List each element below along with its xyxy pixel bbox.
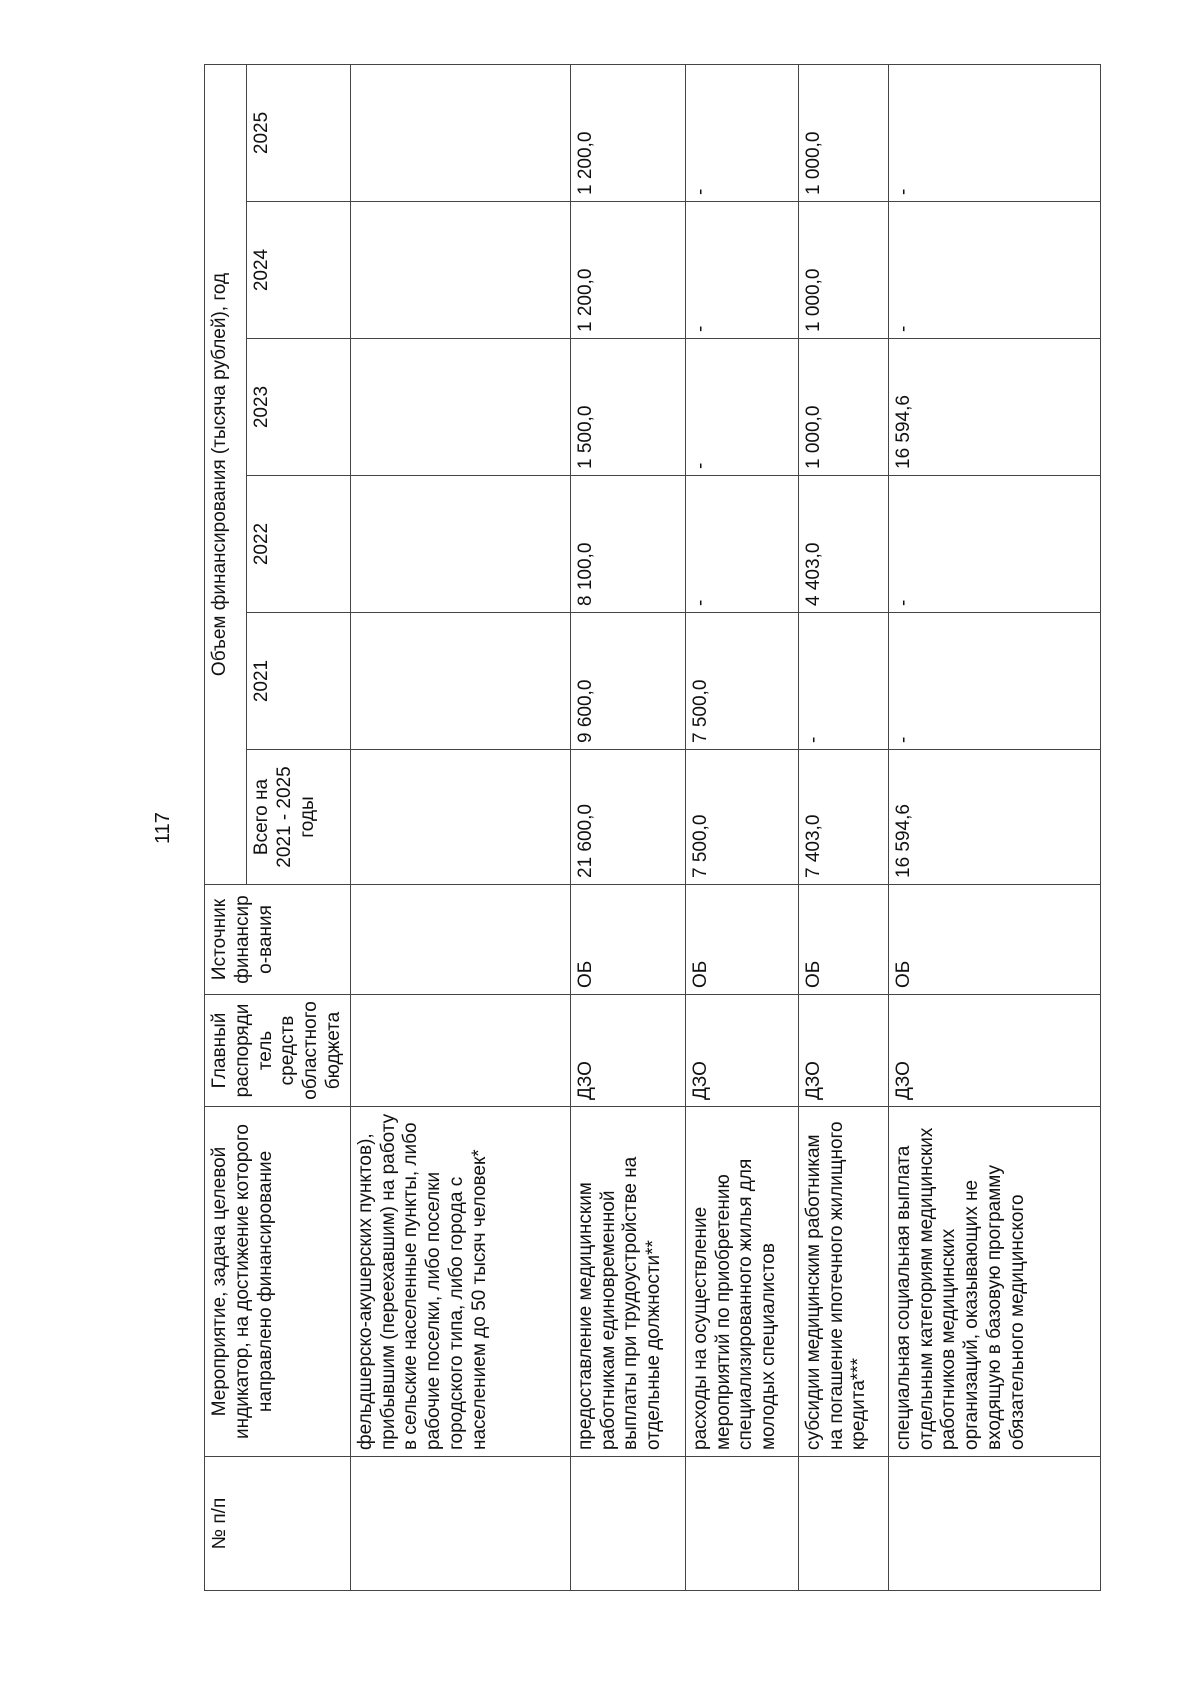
cell-value: - — [798, 613, 888, 750]
cell-manager: ДЗО — [570, 995, 685, 1107]
cell-manager — [350, 995, 570, 1107]
cell-value: - — [888, 476, 1100, 613]
cell-event: фельдшерско-акушерских пунктов), прибывшим (переехавшим) на работу в сельские населенные пункты, либо рабочие поселки, либо поселки городского типа, либо города с населением до 50 тысяч человек* — [350, 1107, 570, 1457]
cell-value: - — [888, 202, 1100, 339]
cell-manager: ДЗО — [888, 995, 1100, 1107]
cell-event: расходы на осуществление мероприятий по приобретению специализированного жилья для молодых специалистов — [685, 1107, 798, 1457]
header-year: 2024 — [247, 202, 350, 339]
header-year: 2023 — [247, 339, 350, 476]
header-source: Источник финансиро-вания — [205, 885, 351, 995]
header-manager: Главный распорядитель средств областного бюджета — [205, 995, 351, 1107]
cell-value: 4 403,0 — [798, 476, 888, 613]
page-number: 117 — [151, 812, 174, 844]
cell-value: 9 600,0 — [570, 613, 685, 750]
cell-manager: ДЗО — [685, 995, 798, 1107]
cell-total: 7 403,0 — [798, 750, 888, 885]
cell-value: - — [685, 202, 798, 339]
cell-value: - — [685, 64, 798, 201]
cell-total: 16 594,6 — [888, 750, 1100, 885]
header-year: 2021 — [247, 613, 350, 750]
cell-source: ОБ — [685, 885, 798, 995]
cell-value — [350, 202, 570, 339]
cell-value: 7 500,0 — [685, 613, 798, 750]
table-row — [888, 64, 1100, 1590]
cell-total: 7 500,0 — [685, 750, 798, 885]
table-row — [570, 64, 685, 1590]
cell-event: субсидии медицинским работникам на погашение ипотечного жилищного кредита*** — [798, 1107, 888, 1457]
funding-table-wrapper — [204, 65, 1050, 1591]
cell-value: 1 200,0 — [570, 202, 685, 339]
cell-event: предоставление медицинским работникам единовременной выплаты при трудоустройстве на отдельные должности** — [570, 1107, 685, 1457]
cell-value: - — [888, 64, 1100, 201]
funding-table — [204, 64, 1101, 1591]
header-total: Всего на 2021 - 2025 годы — [247, 750, 350, 885]
cell-source: ОБ — [570, 885, 685, 995]
cell-value: 1 000,0 — [798, 64, 888, 201]
cell-source — [350, 885, 570, 995]
header-num: № п/п — [205, 1457, 351, 1591]
cell-num — [350, 1457, 570, 1591]
cell-value: 1 200,0 — [570, 64, 685, 201]
cell-num — [798, 1457, 888, 1591]
table-row — [350, 64, 570, 1590]
cell-value: - — [685, 476, 798, 613]
cell-num — [888, 1457, 1100, 1591]
cell-value — [350, 476, 570, 613]
cell-total: 21 600,0 — [570, 750, 685, 885]
cell-event: специальная социальная выплата отдельным категориям медицинских работников медицинских организаций, оказывающих не входящую в базовую программу обязательного медицинского — [888, 1107, 1100, 1457]
cell-value: 1 500,0 — [570, 339, 685, 476]
header-year: 2025 — [247, 64, 350, 201]
header-year: 2022 — [247, 476, 350, 613]
cell-value — [350, 613, 570, 750]
cell-source: ОБ — [798, 885, 888, 995]
cell-value: 1 000,0 — [798, 202, 888, 339]
cell-value: 1 000,0 — [798, 339, 888, 476]
cell-manager: ДЗО — [798, 995, 888, 1107]
cell-total — [350, 750, 570, 885]
cell-value: 16 594,6 — [888, 339, 1100, 476]
cell-value: 8 100,0 — [570, 476, 685, 613]
cell-value — [350, 339, 570, 476]
table-row — [798, 64, 888, 1590]
table-row — [685, 64, 798, 1590]
header-volume: Объем финансирования (тысяча рублей), год — [205, 64, 247, 884]
cell-num — [685, 1457, 798, 1591]
cell-value: - — [888, 613, 1100, 750]
cell-value — [350, 64, 570, 201]
header-event: Мероприятие, задача целевой индикатор, на достижение которого направлено финансирование — [205, 1107, 351, 1457]
cell-num — [570, 1457, 685, 1591]
cell-value: - — [685, 339, 798, 476]
cell-source: ОБ — [888, 885, 1100, 995]
